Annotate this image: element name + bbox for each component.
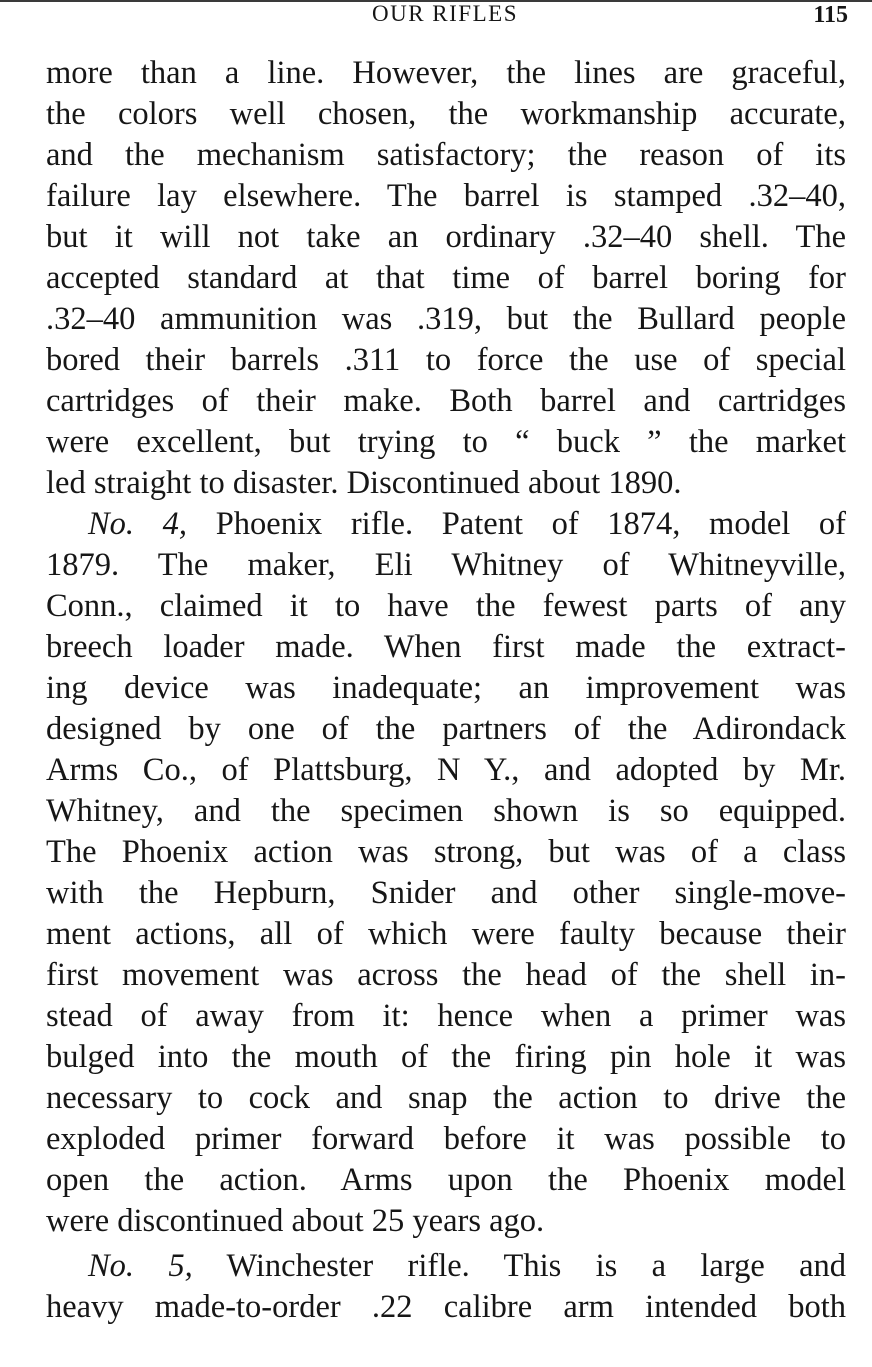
text-line: more than a line. However, the lines are graceful,	[46, 55, 846, 91]
text-line: ing device was inadequate; an improvement was	[46, 670, 846, 706]
page-header	[0, 0, 872, 32]
text-line: exploded primer forward before it was possible to	[46, 1121, 846, 1157]
text-line: bored their barrels .311 to force the use of special	[46, 342, 846, 378]
text-line: with the Hepburn, Snider and other single-move-	[46, 875, 846, 911]
text-line: The Phoenix action was strong, but was of a class	[46, 834, 846, 870]
text-line: cartridges of their make. Both barrel and cartridges	[46, 383, 846, 419]
text-line-lead	[46, 504, 846, 545]
paragraph-bullard-continued	[46, 53, 846, 504]
page-number: 115	[813, 2, 848, 28]
text-line: Conn., claimed it to have the fewest parts of any	[46, 588, 846, 624]
text-line: bulged into the mouth of the firing pin hole it was	[46, 1039, 846, 1075]
text-line: first movement was across the head of the shell in-	[46, 957, 846, 993]
text-line: designed by one of the partners of the Adirondack	[46, 711, 846, 747]
text-line: breech loader made. When first made the extract-	[46, 629, 846, 665]
paragraph-no-4-phoenix	[46, 504, 846, 1242]
text-line: but it will not take an ordinary .32–40 shell. The	[46, 219, 846, 255]
text-line-lead	[46, 1246, 846, 1287]
text-line: and the mechanism satisfactory; the reason of its	[46, 137, 846, 173]
item-number: No. 4,	[88, 506, 188, 542]
text-line: stead of away from it: hence when a primer was	[46, 998, 846, 1034]
text-line: Arms Co., of Plattsburg, N Y., and adopted by Mr.	[46, 752, 846, 788]
text-line: failure lay elsewhere. The barrel is stamped .32–40,	[46, 178, 846, 214]
text-line: heavy made-to-order .22 calibre arm intended both	[46, 1289, 846, 1325]
text-line: led straight to disaster. Discontinued about 1890.	[46, 465, 682, 501]
text-line-rest: Phoenix rifle. Patent of 1874, model of	[187, 506, 846, 542]
text-line-rest: Winchester rifle. This is a large and	[192, 1248, 846, 1284]
text-line: open the action. Arms upon the Phoenix model	[46, 1162, 846, 1198]
item-number: No. 5,	[88, 1248, 193, 1284]
text-line: Whitney, and the specimen shown is so equipped.	[46, 793, 846, 829]
text-line: were discontinued about 25 years ago.	[46, 1203, 545, 1239]
text-line: were excellent, but trying to “ buck ” the market	[46, 424, 846, 460]
text-line: accepted standard at that time of barrel boring for	[46, 260, 846, 296]
text-line: .32–40 ammunition was .319, but the Bullard people	[46, 301, 846, 337]
paragraph-no-5-winchester	[46, 1246, 846, 1328]
text-line: 1879. The maker, Eli Whitney of Whitneyville,	[46, 547, 846, 583]
running-head: OUR RIFLES	[372, 1, 518, 26]
text-line: ment actions, all of which were faulty because their	[46, 916, 846, 952]
body-text	[46, 53, 846, 1328]
text-line: the colors well chosen, the workmanship accurate,	[46, 96, 846, 132]
text-line: necessary to cock and snap the action to drive the	[46, 1080, 846, 1116]
